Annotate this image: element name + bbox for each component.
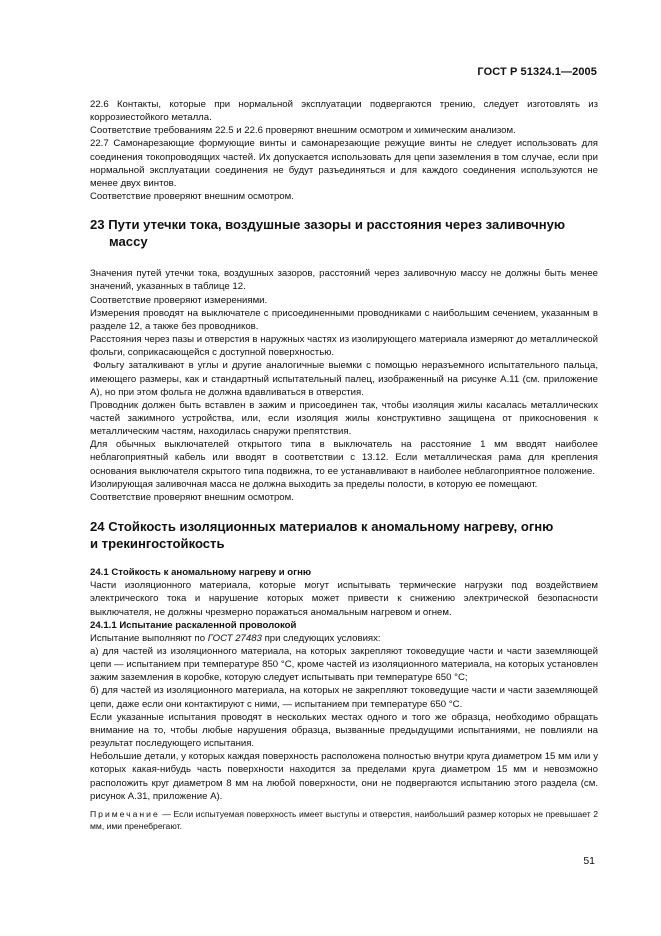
paragraph-23-3: Измерения проводят на выключателе с присоединенными проводниками с наибольшим сечением, указанным в разделе 12, а также без проводников. xyxy=(90,307,598,332)
paragraph-condition-a: а) для частей из изоляционного материала, на которых закрепляют токоведущие части и части заземляющей цепи — испытанием при температуре 850 °С, кроме частей из изоляционного материала, на которых установлен зажим заземления в коробке, которую следует испытывать при температуре 650 °С; xyxy=(90,646,598,684)
paragraph-24-6: Небольшие детали, у которых каждая поверхность расположена полностью внутри круга диаметром 15 мм или у которых какая-нибудь часть поверхности находится за пределами круга диаметром 15 мм и невозможно расположить круг диаметром 8 мм на любой поверхности, они не подвергаются испытанию этого раздела (см. рисунок А.31, приложение А). xyxy=(90,751,598,802)
section-24-title-line1: 24 Стойкость изоляционных материалов к аномальному нагреву, огню xyxy=(90,519,554,535)
section-23-title-line2: массу xyxy=(109,234,148,250)
note-label: Примечание xyxy=(90,808,160,819)
paragraph-22-6: 22.6 Контакты, которые при нормальной эксплуатации подвергаются трению, следует изготовлять из коррозиестойкого металла. xyxy=(90,99,598,124)
subsection-24-1-1-heading: 24.1.1 Испытание раскаленной проволокой xyxy=(90,619,297,631)
paragraph-23-4: Расстояния через пазы и отверстия в наружных частях из изолирующего материала измеряют до металлической фольги, соприкасающейся с доступной поверхностью. xyxy=(90,334,598,359)
paragraph-22-compliance: Соответствие требованиям 22.5 и 22.6 проверяют внешним осмотром и химическим анализом. xyxy=(90,125,516,137)
document-code-header: ГОСТ Р 51324.1—2005 xyxy=(477,66,597,78)
paragraph-23-2: Соответствие проверяют измерениями. xyxy=(90,294,268,306)
paragraph-23-9: Соответствие проверяют внешним осмотром. xyxy=(90,491,294,503)
section-23-title-line1: 23 Пути утечки тока, воздушные зазоры и расстояния через заливочную xyxy=(90,217,566,233)
section-23-heading xyxy=(90,216,598,250)
paragraph-22-7: 22.7 Самонарезающие формующие винты и самонарезающие режущие винты не следует использовать для соединения токопроводящих частей. Их допускается использовать для цепи заземления в том случае, если при нормальной эксплуатации соединения не будут разъединяться и для каждого соединения используются не менее двух винтов. xyxy=(90,138,598,189)
paragraph-24-1-1-intro xyxy=(90,632,598,645)
standard-reference: ГОСТ 27483 xyxy=(207,632,262,644)
paragraph-condition-b: б) для частей из изоляционного материала, на которых не закрепляют токоведущие части и части заземляющей цепи, даже если они контактируют с ними, — испытанием при температуре 650 °С. xyxy=(90,685,598,710)
section-24-heading xyxy=(90,518,598,552)
note-paragraph xyxy=(90,808,598,832)
intro-conditions: при следующих условиях: xyxy=(261,632,381,644)
section-24-title-line2: и трекингостойкость xyxy=(90,536,225,552)
note-text: — Если испытуемая поверхность имеет выступы и отверстия, наибольший размер которых не превышает 2 мм, ими пренебрегают. xyxy=(90,808,598,831)
intro-text: Испытание выполняют по xyxy=(90,632,208,644)
paragraph-23-8: Изолирующая заливочная масса не должна выходить за пределы полости, в которую ее помещают. xyxy=(90,478,538,490)
page-body xyxy=(90,98,598,832)
paragraph-23-1: Значения путей утечки тока, воздушных зазоров, расстояний через заливочную массу не должны быть менее значений, указанных в таблице 12. xyxy=(90,268,598,293)
paragraph-23-7: Для обычных выключателей открытого типа в выключатель на расстояние 1 мм вводят наиболее неблагоприятный кабель или вводят в соответствии с 13.12. Если металлическая рама для крепления основания выключателя скрытого типа подвижна, то ее устанавливают в наиболее неблагоприятное положение. xyxy=(90,439,598,477)
paragraph-24-5: Если указанные испытания проводят в нескольких местах одного и того же образца, необходимо обращать внимание на то, чтобы любые нарушения образца, вызванные предыдущими испытаниями, не повлияли на результат последующего испытания. xyxy=(90,711,598,750)
page-number: 51 xyxy=(583,855,595,867)
subsection-24-1-heading: 24.1 Стойкость к аномальному нагреву и огню xyxy=(90,567,312,579)
paragraph-24-1: Части изоляционного материала, которые могут испытывать термические нагрузки под воздействием электрического тока и нарушение которых может привести к снижению электрической безопасности выключателя, не должны чрезмерно поражаться аномальным нагревом и огнем. xyxy=(90,580,598,618)
paragraph-23-6: Проводник должен быть вставлен в зажим и присоединен так, чтобы изоляция жилы касалась металлических частей зажимного устройства, или, если изоляция жилы конструктивно защищена от прикосновения к металлическим частям, находилась снаружи препятствия. xyxy=(90,399,598,438)
paragraph-22-7-compliance: Соответствие проверяют внешним осмотром. xyxy=(90,191,294,203)
paragraph-23-5: Фольгу заталкивают в углы и другие аналогичные выемки с помощью неразъемного испытательного пальца, имеющего размеры, как и стандартный испытательный палец, изображенный на рисунке А.11 (см. приложение А), но при этом фольга не должна вдавливаться в отверстия. xyxy=(90,360,598,398)
